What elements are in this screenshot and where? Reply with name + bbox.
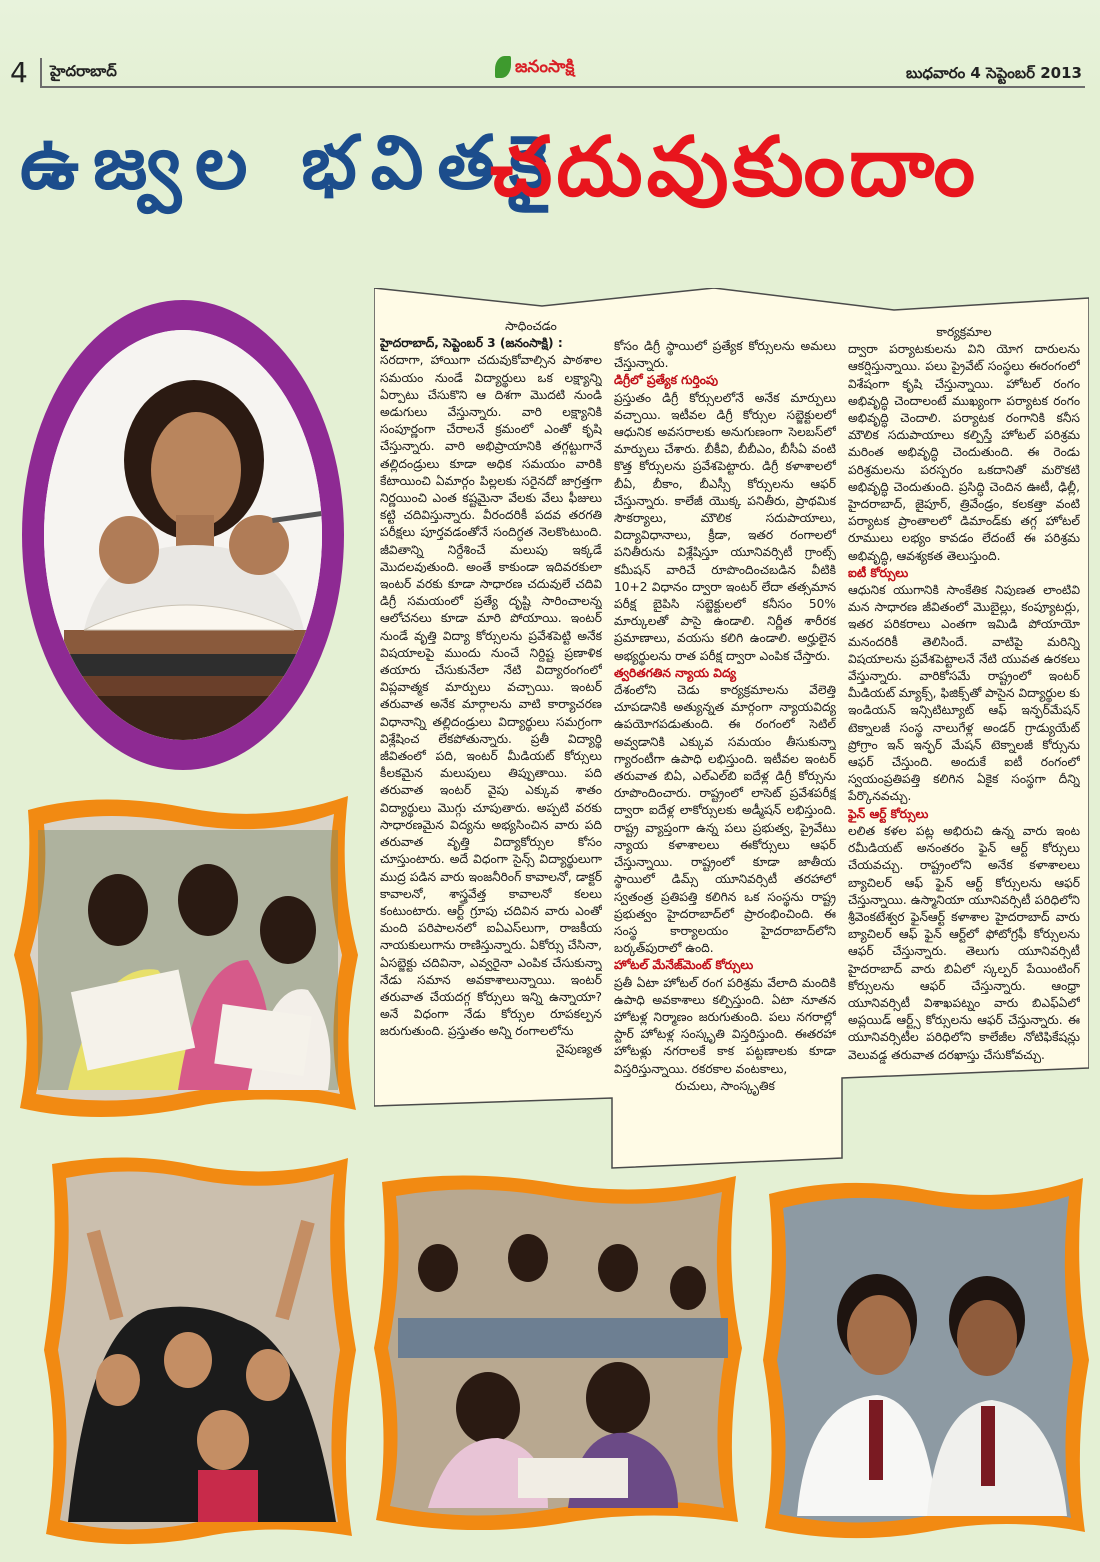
student-thinking-photo — [44, 330, 322, 740]
newspaper-logo — [495, 56, 574, 81]
column-3-top-line: కార్యక్రమాల — [936, 325, 992, 339]
subheading-fine-arts: ఫైన్ ఆర్ట్ కోర్సులు — [848, 806, 929, 821]
dateline: హైదరాబాద్, సెప్టెంబర్ 3 (జనంసాక్షి) : — [380, 336, 563, 351]
column-1-bottom-line: నైపుణ్యత — [556, 1041, 602, 1056]
issue-date: బుధవారం 4 సెప్టెంబర్ 2013 — [905, 64, 1082, 82]
header-divider — [40, 58, 42, 88]
edition-city: హైదరాబాద్ — [50, 62, 117, 80]
page-header — [0, 0, 1100, 92]
leaf-icon — [495, 56, 511, 78]
headline — [20, 120, 1100, 240]
column-2-bottom-line: రుచులు, సాంస్కృతిక — [675, 1078, 775, 1093]
page-number: 4 — [10, 56, 28, 89]
subheading-degree: డిగ్రీలో ప్రత్యేక గుర్తింపు — [614, 373, 719, 388]
column-2-para-2: దేశంలోని చెడు కార్యక్రమాలను వేలెత్తి చూపడానికి అత్యున్నత మార్గంగా న్యాయవిద్య ఉపయోగపడుతుంది. ఈ రంగంలో సెటిల్ అవ్వడానికి ఎక్కువ సమయం తీసుకున్నా గ్యారంటీగా ఉపాధి లభిస్తుంది. ఇటీవల ఇంటర్ తరువాత బిఏ, ఎల్‌ఎల్‌బి ఐదేళ్ల డిగ్రీ కోర్సును రూపొందించారు. రాష్ట్రంలో లాసెట్ ప్రవేశపరీక్ష ద్వారా ఐదేళ్ల లాకోర్సులకు అడ్మీషన్ లభిస్తుంది. రాష్ట్ర వ్యాప్తంగా ఉన్న పలు ప్రభుత్వ, ప్రైవేటు న్యాయ కళాశాలలు ఈకోర్సులు ఆఫర్ చేస్తున్నాయి. రాష్ట్రంలో కూడా జాతీయ స్థాయిలో డిమ్స్ యూనివర్సిటీ తరహాలో స్వతంత్ర ప్రతిపత్తి కలిగిన ఒక సంస్థను రాష్ట్ర ప్రభుత్వం హైదరాబాద్‌లో ప్రారంభించింది. ఈ సంస్థ కార్యాలయం హైదరాబాద్‌లోని బర్కత్‌పురాలో ఉంది. — [614, 683, 836, 956]
logo-text: జనంసాక్షి — [515, 57, 575, 77]
column-3-para-3: లలిత కళల పట్ల అభిరుచి ఉన్న వారు ఇంట రమీడియట్ అనంతరం ఫైన్ ఆర్ట్ కోర్సులు చేయవచ్చు. రాష్ట్రంలోని అనేక కళాశాలలు బ్యాచిలర్ ఆఫ్ ఫైన్ ఆర్ట్ కోర్సులను ఆఫర్ చేస్తున్నాయి. ఉస్మానియా యూనివర్సిటీ పరిధిలోని శ్రీవెంకటేశ్వర ఫైన్‌ఆర్ట్ కళాశాల హైదరాబాద్ వారు బ్యాచిలర్ ఆఫ్ ఫైన్ ఆర్ట్‌లో ఫోటోగ్రఫీ కోర్సులను ఆఫర్ చేస్తున్నారు. తెలుగు యూనివర్సిటీ హైదరాబాద్ వారు బిఏలో స్కల్పర్ పేయింటింగ్ కోర్సులను ఆఫర్ చేస్తున్నారు. ఆంధ్రా యూనివర్సిటీ విశాఖపట్నం వారు బిఎఫ్‌ఏలో అప్లయిడ్ ఆర్ట్స్ కోర్సులను ఆఫర్ చేస్తున్నారు. ఈ యూనివర్సిటీల పరిధిలోని కాలేజీల నోటిఫికేషన్లు వెలువడ్డ తరువాత దరఖాస్తు చేసుకోవచ్చు. — [848, 823, 1080, 1062]
column-1-body: సరదాగా, హాయిగా చదువుకోవాల్సిన పాఠశాల సమయం నుండే విద్యార్థులు ఒక లక్ష్యాన్ని ఏర్పాటు చేసుకొని ఆ దిశగా మొదటి నుండి అడుగులు వేస్తున్నారు. వారి లక్ష్యానికి సంపూర్ణంగా చేరాలనే క్రమంలో ఎంతో కృషి చేస్తున్నారు. వారి అభిప్రాయానికి తగ్గట్టుగానే తల్లిదండ్రులు కూడా అధిక సమయం వారికి కేటాయించి ఏమార్గం పిల్లలకు సరైనదో జాగ్రత్తగా నిర్ణయించి ఎంత కష్టమైనా వేలకు వేలు ఫీజులు కట్టి చదివిస్తున్నారు. వీరందరికీ పదవ తరగతి పరీక్షలు పూర్తవడంతోనే సందిగ్ధత నెలకొంటుంది. జీవితాన్ని నిర్దేశించే మలుపు ఇక్కడే మొదలవుతుంది. అంతే కాకుండా ఇదివరకులా ఇంటర్ వరకు కూడా సాధారణ చదువులే చదివి డిగ్రీ సమయంలో ప్రత్యే దృష్టి సారించాలన్న ఆలోచనలు కూడా మారి పోయాయి. ఇంటర్ నుండే వృత్తి విద్యా కోర్సులను ప్రవేశపెట్టి అనేక విషయాలపై ముందు నుంచే నిర్దిష్ట ప్రణాళిక తయారు చేసుకునేలా నేటి విద్యారంగంలో విప్లవాత్మక మార్పులు వచ్చాయి. ఇంటర్ తరువాత అనేక మార్గాలను వాటి కార్యాచరణ విధానాన్ని తల్లిదండ్రులు విద్యార్థులు సమగ్రంగా విశ్లేషించ లేకపోతున్నారు. ప్రతీ విద్యార్థి జీవితంలో పది, ఇంటర్ మీడియట్ కోర్సులు కీలకమైన మలుపులు తిప్పుతాయి. పది తరువాత ఇంటర్ వైపు ఎక్కువ శాతం విద్యార్థులు మొగ్గు చూపుతారు. అప్పటి వరకు సాధారణమైన విద్యను అభ్యసించిన వారు పది తరువాత వృత్తి విద్యాకోర్సుల కోసం చూస్తుంటారు. అదే విధంగా సైన్స్ విద్యార్థులుగా ముద్ర పడిన వారు ఇంజనీరింగ్ కావాలనో, డాక్టర్ కావాలనో, శాస్త్రవేత్త కావాలనో కలలు కంటుంటారు. ఆర్ట్ గ్రూపు చదివిన వారు ఎంతో మంది పరిపాలనలో ఐఏఎస్‌లుగా, రాజకీయ నాయకులుగాను రాణిస్తున్నారు. ఏకోర్సు చేసినా, ఏసబ్జెక్టు చదివినా, ఎవ్వరైనా ఎంపిక చేసుకున్నా నేడు సమాన అవకాశాలున్నాయి. ఇంటర్ తరువాత చేయదగ్గ కోర్సులు ఇన్ని ఉన్నాయా? అనే విధంగా నేడు కోర్సుల రూపకల్పన జరుగుతుంది. ప్రస్తుతం అన్ని రంగాలలోను — [380, 353, 602, 1039]
column-3-para-2: ఆధునిక యుగానికి సాంకేతిక నిపుణత లాంటివి మన సాధారణ జీవితంలో మొబైల్లు, కంప్యూటర్లు, ఇతర పరికరాలు ఎంతగా ఇమిడి పోయాయో మనందరికీ తెలిసిందే. వాటిపై మరిన్ని విషయాలను ప్రవేశపెట్టాలనే నేటి యువత ఉరకలు వేస్తున్నారు. వారికోసమే రాష్ట్రంలో ఇంటర్ మీడియట్ మ్యాక్స్, ఫిజిక్స్‌తో పాసైన విద్యార్థుల కు ఇండియన్ ఇన్సిటిట్యూట్ ఆఫ్ ఇన్ఫర్‌మేషన్ టెక్నాలజీ సంస్థ నాలుగేళ్ల అండర్ గ్రాడ్యుయేట్ ప్రోగ్రాం ఇన్ ఇన్ఫర్ మేషన్ టెక్నాలజీ కోర్సును ఆఫర్ చేస్తుంది. అందుకే ఐటీ రంగంలో స్వయంప్రతిపత్తి కలిగిన ఏకైక సంస్థగా దీన్ని పేర్కొనవచ్చు. — [848, 583, 1080, 804]
column-2-top-line: కోసం డిగ్రీ స్థాయిలో ప్రత్యేక కోర్సులను అమలు చేస్తున్నారు. — [614, 339, 836, 371]
school-boys-photo — [757, 1170, 1093, 1540]
article — [374, 288, 1089, 1183]
article-column-1 — [380, 318, 602, 1108]
graduates-celebrating-photo — [38, 1150, 360, 1545]
column-3-para-1: ద్వారా పర్యాటకులను విని యోగ దారులను ఆకర్షిస్తున్నాయి. పలు ప్రైవేట్ సంస్థలు ఈరంగంలో విశేషంగా కృషి చేస్తున్నాయి. హోటల్ రంగం అభివృద్ధి చెందాలంటే ముఖ్యంగా పర్యాటక రంగం అభివృద్ధి చెందాలి. పర్యాటక రంగానికి కనీస మౌలిక సదుపాయాలు కల్పిస్తే హోటల్ పరిశ్రమ మరింత అభివృద్ధి చెందుతుంది. ఈ రెండు పరిశ్రమలను పరస్పరం ఒకదానితో మరొకటి అభివృద్ధి చెందుతుంది. ప్రసిద్ధి చెందిన ఊటీ, ఢిల్లీ, హైదరాబాద్, జైపూర్, త్రివేండ్రం, కలకత్తా వంటి పర్యాటక ప్రాంతాలలో డిమాండ్‌కు తగ్గ హోటల్ రూములు లభ్యం కావడం లేదంటే ఈ పరిశ్రమ అభివృద్ధి, ఆవశ్యకత తెలుస్తుంది. — [848, 342, 1080, 563]
article-column-3 — [848, 324, 1080, 1084]
article-column-2 — [614, 338, 836, 1168]
headline-part-1: ఉజ్వల భవితకై — [20, 120, 562, 206]
students-exam-photo — [368, 1168, 748, 1530]
subheading-hotel-management: హోటల్ మేనేజ్‌మెంట్ కోర్సులు — [614, 958, 754, 973]
subheading-law: త్వరితగతిన న్యాయ విద్య — [614, 665, 737, 680]
header-rule — [40, 86, 1085, 88]
column-2-para-3: ప్రతీ ఏటా హోటల్ రంగ పరిశ్రమ వేలాది మందికి ఉపాధి అవకాశాలు కల్పిస్తుంది. ఏటా నూతన హోటళ్ల నిర్మాణం జరుగుతుంది. పలు నగరాల్లో స్టార్ హోటళ్ల సంస్కృతి విస్తరిస్తుంది. ఈతరహా హోటళ్లు నగరాలకే కాక పట్టణాలకు కూడా విస్తరిస్తున్నాయి. రకరకాల వంటకాలు, — [614, 975, 836, 1076]
column-2-para-1: ప్రస్తుతం డిగ్రీ కోర్సులలోనే అనేక మార్పులు వచ్చాయి. ఇటీవల డిగ్రీ కోర్సుల సబ్జెక్టులలో ఆధునిక అవసరాలకు అనుగుణంగా సెలబస్‌లో మార్పులు చేశారు. బీకీవి, బీబీఎం, బీసీఏ వంటి కొత్త కోర్సులను ప్రవేశపెట్టారు. డిగ్రీ కళాశాలలో బీఏ, బీకాం, బీఎస్సీ కోర్సులను ఆఫర్ చేస్తున్నారు. కాలేజీ యొక్క పనితీరు, ప్రాథమిక సౌకర్యాలు, మౌలిక సదుపాయాలు, విద్యావిధానాలు, క్రీడా, ఇతర రంగాలలో పనితీరును విశ్లేషిస్తూ యూనివర్సిటీ గ్రాంట్స్ కమీషన్ వారిచే రూపొందించబడిన వీటికి 10+2 విధానం ద్వారా ఇంటర్ లేదా తత్సమాన పరీక్ష బైపిసి సబ్జెక్టులలో కనీసం 50% మార్కులతో పాసై ఉండాలి. నిర్ణీత శారీరక ప్రమాణాలు, వయసు కలిగి ఉండాలి. అర్హులైన అభ్యర్థులను రాత పరీక్ష ద్వారా ఎంపిక చేస్తారు. — [614, 390, 836, 663]
column-1-top-line: సాధించడం — [505, 319, 557, 333]
oval-photo-frame — [22, 300, 344, 770]
subheading-it: ఐటీ కోర్సులు — [848, 565, 909, 580]
students-reading-photo — [8, 790, 364, 1120]
headline-part-2: చదువుకుందాం — [490, 120, 980, 215]
